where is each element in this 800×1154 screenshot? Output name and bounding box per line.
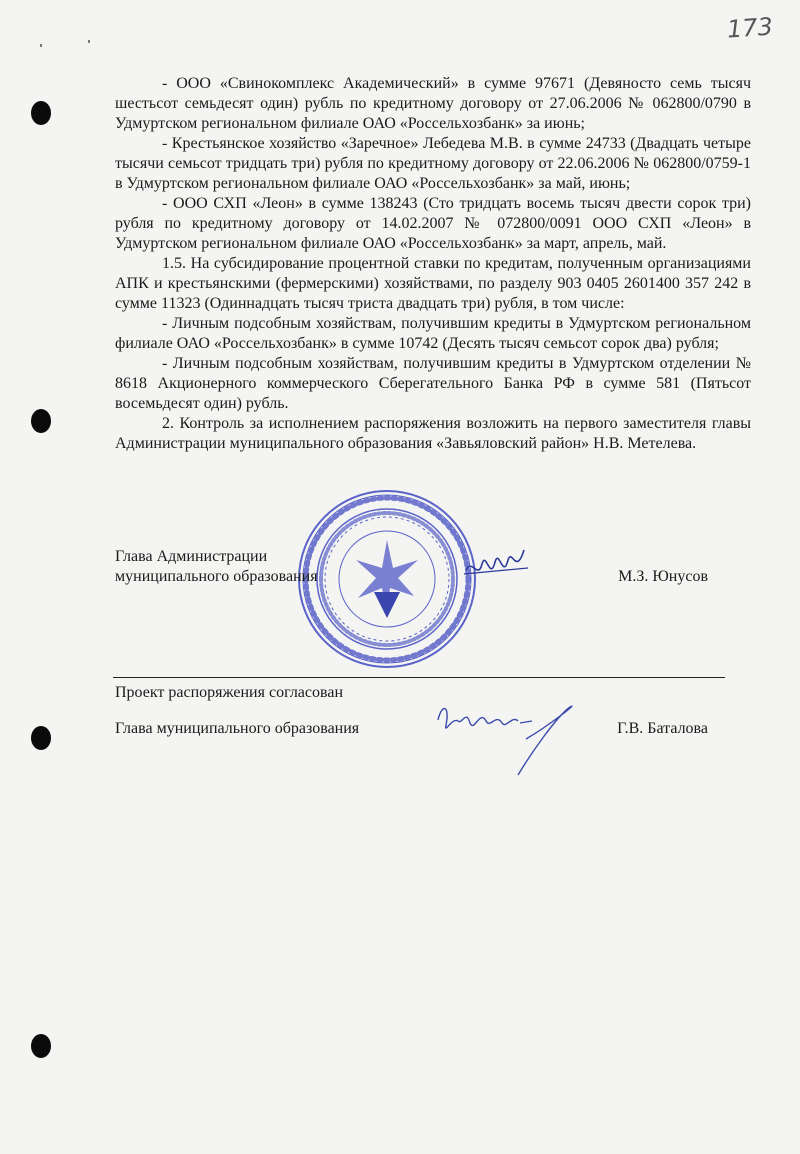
punch-hole	[31, 1034, 51, 1058]
approver-title: Глава муниципального образования	[115, 720, 360, 737]
signatory-name: М.З. Юнусов	[618, 568, 708, 585]
scan-mark	[88, 40, 90, 43]
list-item: - Личным подсобным хозяйствам, получившим кредиты в Удмуртском региональном филиале ОАО «Россельхозбанк» в сумме 10742 (Десять тысяч семьсот сорок два) рубля;	[115, 315, 751, 352]
list-item: - Личным подсобным хозяйствам, получившим кредиты в Удмуртском отделении № 8618 Акционерного коммерческого Сберегательного Банка РФ в сумме 581 (Пятьсот восемьдесят один) рубль.	[115, 355, 751, 412]
paragraph: 2. Контроль за исполнением распоряжения возложить на первого заместителя главы Администрации муниципального образования «Завьяловский район» Н.В. Метелева.	[115, 415, 751, 452]
page-number: 173	[726, 12, 774, 44]
list-item: - ООО «Свинокомплекс Академический» в сумме 97671 (Девяносто семь тысяч шестьсот семьдесят один) рубль по кредитному договору от 27.06.2006 № 062800/0790 в Удмуртском региональном филиале ОАО «Россельхозбанк» за июнь;	[115, 75, 751, 132]
punch-hole	[31, 101, 51, 125]
list-item: - ООО СХП «Леон» в сумме 138243 (Сто тридцать восемь тысяч двести сорок три) рубля по кредитному договору от 14.02.2007 № 072800/0091 ООО СХП «Леон» в Удмуртском региональном филиале ОАО «Россельхозбанк» за март, апрель, май.	[115, 195, 751, 252]
document-body	[115, 74, 751, 454]
signature-block-head	[115, 547, 735, 587]
approval-heading: Проект распоряжения согласован	[115, 684, 344, 701]
punch-hole	[31, 409, 51, 433]
signatory-title: муниципального образования	[115, 568, 318, 585]
punch-hole	[31, 726, 51, 750]
scan-mark	[40, 44, 42, 47]
divider	[113, 677, 725, 678]
list-item: - Крестьянское хозяйство «Заречное» Лебедева М.В. в сумме 24733 (Двадцать четыре тысячи семьсот тридцать три) рубля по кредитному договору от 22.06.2006 № 062800/0759-1 в Удмуртском региональном филиале ОАО «Россельхозбанк» за май, июнь;	[115, 135, 751, 192]
approval-signature-block	[115, 719, 735, 739]
signatory-title: Глава Администрации	[115, 548, 268, 565]
paragraph: 1.5. На субсидирование процентной ставки по кредитам, полученным организациями АПК и крестьянскими (фермерскими) хозяйствами, по разделу 903 0405 2601400 357 242 в сумме 11323 (Одиннадцать тысяч триста двадцать три) рубля, в том числе:	[115, 255, 751, 312]
approver-name: Г.В. Баталова	[617, 720, 708, 737]
